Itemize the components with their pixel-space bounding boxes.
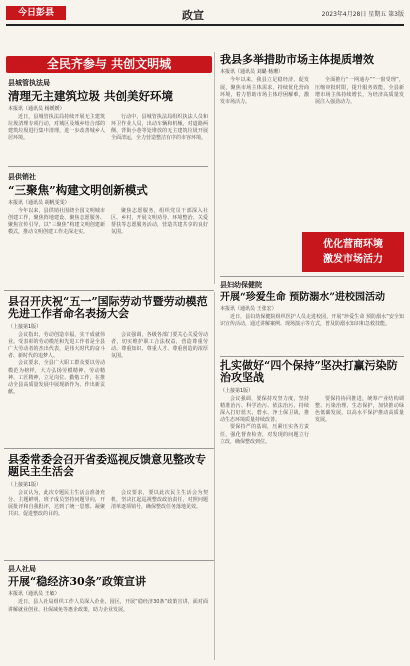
body-paragraph: 会议要求，要以此次民主生活会为契机，坚决扛起巡视整改政治责任，对照问题清单逐项销号，确保整改任务落地见效。 xyxy=(111,489,208,511)
article-byline: 本报讯（通讯员 杨媛媛） xyxy=(8,105,65,112)
article-byline: 本报讯（通讯员 王张宏） xyxy=(220,306,277,313)
column-rule xyxy=(214,52,215,284)
masthead-rule xyxy=(6,24,404,26)
divider xyxy=(4,290,214,291)
article-kicker: 县城管执法局 xyxy=(8,79,50,87)
body-paragraph: 近日，县妇幼保健院组织医护人员走进校园，开展“珍爱生命 预防溺水”安全知识宣传活动，通过讲解案例、现场演示等方式，普及防溺水知识和急救技能。 xyxy=(220,314,404,328)
divider xyxy=(4,560,214,561)
article-headline: 开展“珍爱生命 预防溺水”进校园活动 xyxy=(220,292,385,303)
body-paragraph: 会议要求，全县广大职工群众要以劳动模范为榜样，大力弘扬劳模精神、劳动精神、工匠精神，立足岗位、勤勉工作，在推动全县高质量发展中展现新作为、作出新贡献。 xyxy=(8,360,105,396)
article-kicker: 县妇幼保健院 xyxy=(220,281,262,289)
divider xyxy=(8,166,208,167)
article-kicker: 县人社局 xyxy=(8,565,36,573)
promo-line: 优化营商环境 xyxy=(323,239,383,250)
masthead xyxy=(6,4,404,44)
article-headline: 县委常委会召开省委巡视反馈意见整改专题民主生活会 xyxy=(8,453,206,479)
article-headline: 开展“稳经济30条”政策宣讲 xyxy=(8,575,146,588)
body-paragraph: 会议指出，劳动创造幸福，实干成就伟业。受表彰的劳动模范和先进工作者是全县广大劳动者的杰出代表，是伟大时代的奋斗者、新时代的追梦人。 xyxy=(8,331,105,360)
body-paragraph: 会议强调，各级各部门要关心关爱劳动者，切实维护职工合法权益，营造尊重劳动、尊重知识、尊重人才、尊重创造的浓厚氛围。 xyxy=(111,331,208,360)
body-paragraph: 今年以来，我县立足稳经济、促发展，聚焦市场主体需求，持续优化营商环境，着力帮助市场主体纾困解难，激发市场活力。 xyxy=(220,77,309,105)
article-byline: 本报讯（通讯员 刘璐 杨珊） xyxy=(220,69,284,76)
article-body xyxy=(8,599,208,613)
promo-line: 激发市场活力 xyxy=(323,254,383,265)
article-body xyxy=(220,77,404,106)
article-maternal-health xyxy=(220,280,404,329)
column-rule xyxy=(214,292,215,660)
body-paragraph: 行动中，县城管执法局组织执法人员和环卫作业人员，出动车辆和机械，对道路两侧、背街小巷等处堆放的无主建筑垃圾开展全面清运，全力营造整洁有序的市容环境。 xyxy=(111,113,208,142)
article-pollution-control xyxy=(220,360,404,446)
body-paragraph: 会议认为，此次专题民主生活会准备充分、主题鲜明，班子成员坚持问题导向，开展批评和自我批评，达到了统一思想、凝聚共识、促进整改的目的。 xyxy=(8,489,105,518)
article-byline: （上接第1版） xyxy=(8,323,42,330)
article-body xyxy=(8,332,208,397)
divider xyxy=(220,276,404,277)
body-paragraph: 会议强调，要保持攻坚力度，坚持精准治污、科学治污、依法治污，持续深入打好蓝天、碧水、净土保卫战，推动生态环境质量持续改善。 xyxy=(220,395,309,424)
article-body xyxy=(8,490,208,519)
article-headline: 我县多举措助市场主体提质增效 xyxy=(220,53,374,66)
article-body xyxy=(220,396,404,446)
promo-box xyxy=(302,232,404,272)
body-paragraph: 今年以来，县供销社围绕全国文明城市创建工作，聚焦阵地建设、聚焦志愿服务、聚焦宣传引导，以“三聚焦”构建文明创建新模式，推动文明创建工作走深走实。 xyxy=(8,207,105,236)
body-paragraph: 全面推行“一网通办”“一窗受理”，压缩审批时限，提升服务效能，全县新增市场主体持续增长，为经济高质量发展注入强劲动力。 xyxy=(315,77,404,105)
body-paragraph: 近日，县人社局组织工作人员深入企业、园区，开展“稳经济30条”政策宣讲，面对面讲解就业创业、社保减免等惠企政策，助力企业发展。 xyxy=(8,599,208,613)
article-headline: “三聚焦”构建文明创新模式 xyxy=(8,183,148,197)
article-byline: 本报讯（通讯员 王敏） xyxy=(8,591,60,598)
article-kicker: 县供销社 xyxy=(8,173,36,181)
article-headline: 清理无主建筑垃圾 共创美好环境 xyxy=(8,89,174,103)
article-headline: 扎实做好“四个保持”坚决打赢污染防治攻坚战 xyxy=(220,359,398,385)
slogan-banner: 全民齐参与 共创文明城 xyxy=(6,56,212,73)
article-byline: （上接第1版） xyxy=(8,481,42,488)
body-paragraph: 聚焦志愿服务，组织党员干部深入社区、乡村，开展文明劝导、环境整治、关爱帮扶等志愿服务活动，营造共建共享的良好氛围。 xyxy=(111,207,208,236)
article-byline: （上接第1版） xyxy=(220,387,254,394)
body-paragraph: 要保持协同推进，统筹产业结构调整、污染治理、生态保护，加快推动绿色低碳发展，以高水平保护推动高质量发展。 xyxy=(315,395,404,424)
article-market-entities xyxy=(220,54,404,106)
article-body xyxy=(220,314,404,328)
divider xyxy=(220,356,404,357)
article-body xyxy=(8,114,208,143)
article-body xyxy=(8,208,208,237)
article-city-management xyxy=(8,78,208,143)
article-hr-bureau xyxy=(8,564,208,614)
article-inspection-meeting xyxy=(8,454,208,518)
newspaper-logo: 今日彭县 xyxy=(6,6,66,20)
article-labor-day xyxy=(8,296,208,396)
section-name: 政宣 xyxy=(182,9,204,22)
article-supply-coop xyxy=(8,172,208,237)
dateline: 2023年4月28日 星期五 第3版 xyxy=(321,11,404,18)
article-headline: 县召开庆祝“五一”国际劳动节暨劳动模范先进工作者命名表扬大会 xyxy=(8,295,208,321)
article-byline: 本报讯（通讯员 胡帆雯雯） xyxy=(8,199,70,206)
body-paragraph: 要保持严的基调，压紧压实各方责任，强化督查检查，对发现的问题立行立改，确保整改到位。 xyxy=(220,424,309,445)
body-paragraph: 近日，县城管执法局持续开展无主建筑垃圾清理专项行动，对城区及城乡结合部的建筑垃圾进行集中清理，进一步改善城乡人居环境。 xyxy=(8,113,105,142)
divider xyxy=(4,448,214,449)
